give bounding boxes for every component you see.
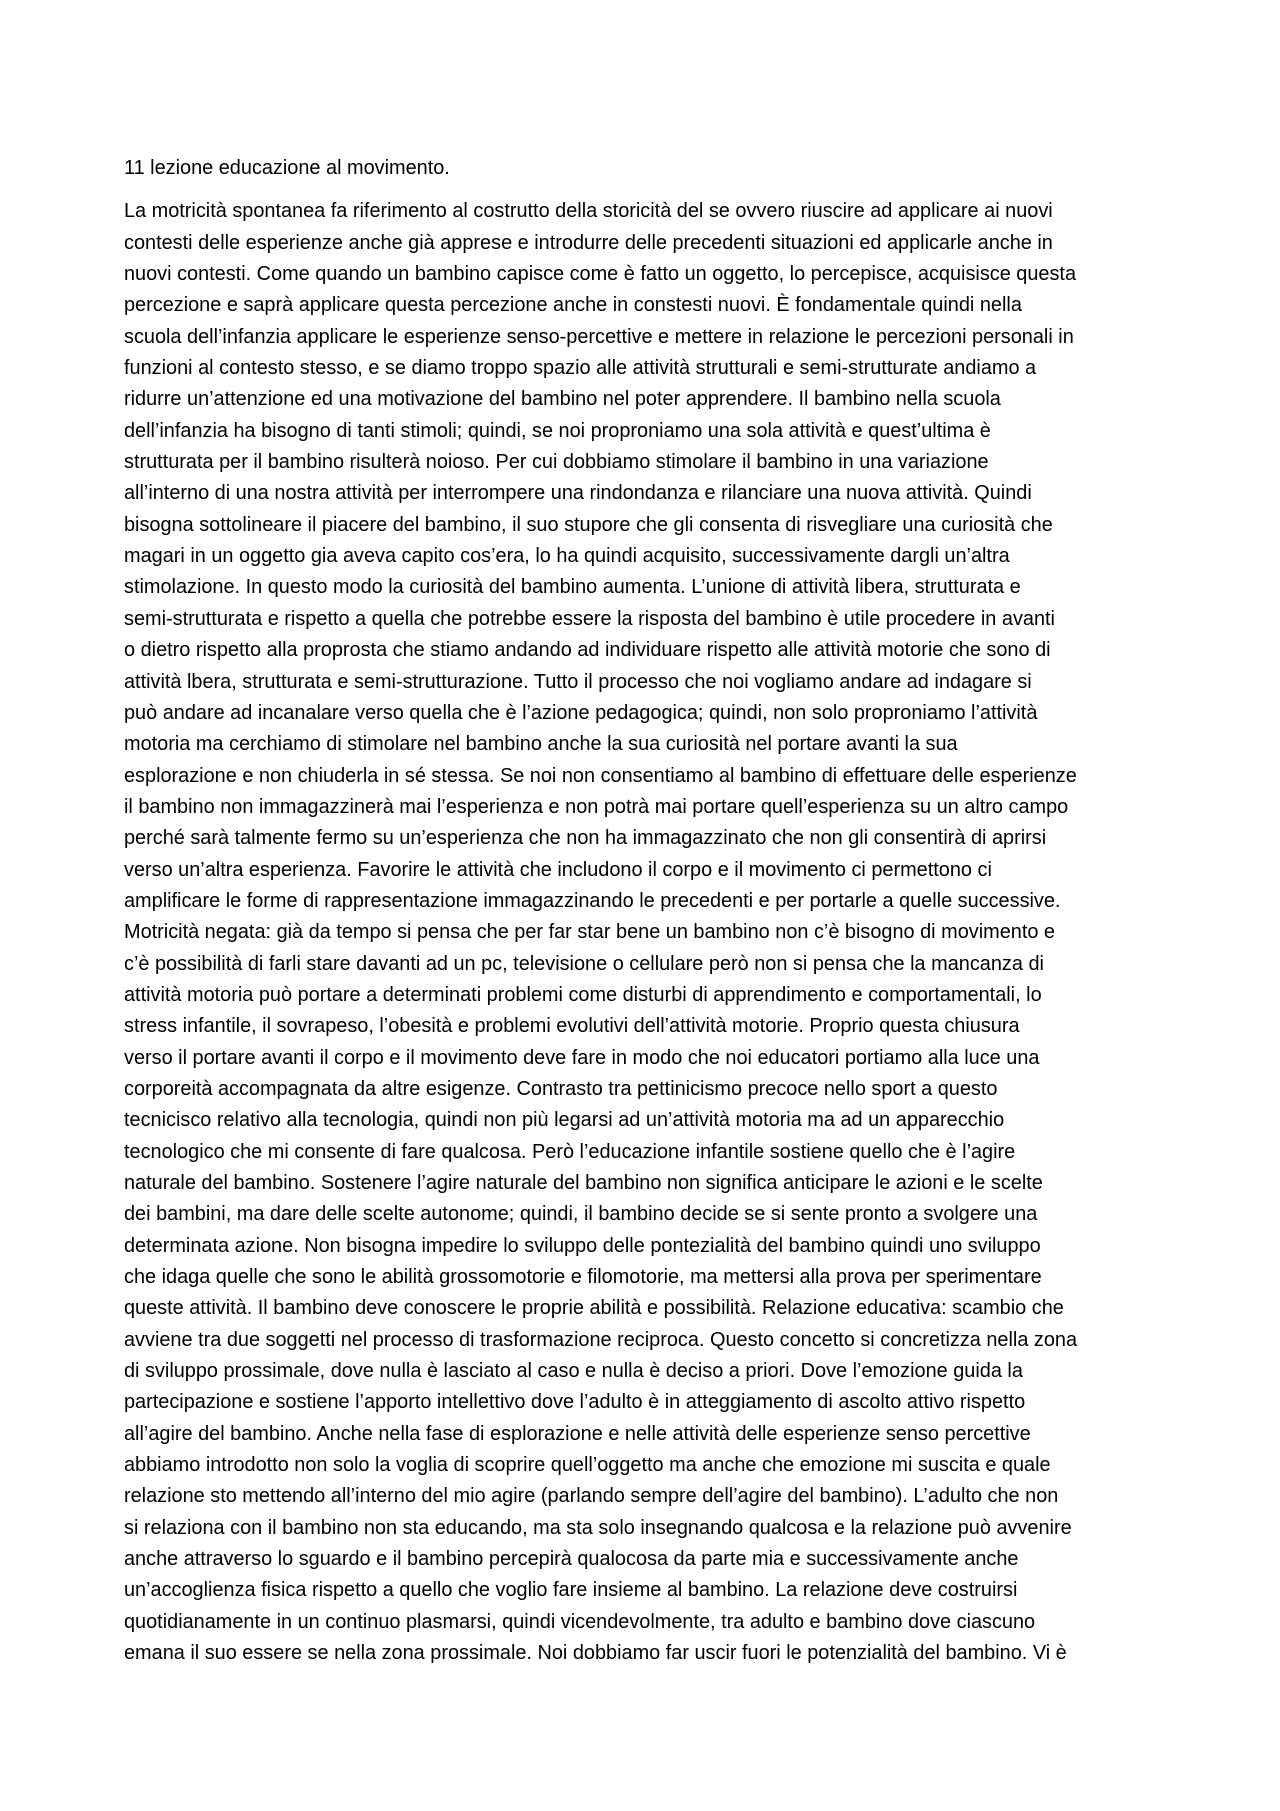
paragraph-line: funzioni al contesto stesso, e se diamo troppo spazio alle attività strutturali e semi-strutturate andiamo a	[124, 357, 1037, 380]
body-paragraph	[124, 196, 1164, 1669]
paragraph-line: all’interno di una nostra attività per interrompere una rindondanza e rilanciare una nuova attività. Quindi	[124, 482, 1032, 505]
paragraph-line: tecnologico che mi consente di fare qualcosa. Però l’educazione infantile sostiene quello che è l’agire	[124, 1140, 1016, 1163]
paragraph-line: stress infantile, il sovrapeso, l’obesità e problemi evolutivi dell’attività motorie. Proprio questa chiusura	[124, 1015, 1020, 1038]
paragraph-line: di sviluppo prossimale, dove nulla è lasciato al caso e nulla è deciso a priori. Dove l’emozione guida la	[124, 1360, 1023, 1383]
paragraph-line: motoria ma cerchiamo di stimolare nel bambino anche la sua curiosità nel portare avanti la sua	[124, 733, 958, 756]
paragraph-line: relazione sto mettendo all’interno del mio agire (parlando sempre dell’agire del bambino). L’adulto che non	[124, 1485, 1059, 1508]
paragraph-line: corporeità accompagnata da altre esigenze. Contrasto tra pettinicismo precoce nello sport a questo	[124, 1077, 998, 1100]
paragraph-line: un’accoglienza fisica rispetto a quello che voglio fare insieme al bambino. La relazione deve costruirsi	[124, 1579, 1018, 1602]
paragraph-line: può andare ad incanalare verso quella che è l’azione pedagogica; quindi, non solo proproniamo l’attività	[124, 701, 1038, 724]
paragraph-line: perché sarà talmente fermo su un’esperienza che non ha immagazzinato che non gli consentirà di aprirsi	[124, 827, 1047, 850]
paragraph-line: contesti delle esperienze anche già apprese e introdurre delle precedenti situazioni ed applicarle anche in	[124, 231, 1053, 254]
paragraph-line: avviene tra due soggetti nel processo di trasformazione reciproca. Questo concetto si concretizza nella zona	[124, 1328, 1078, 1351]
paragraph-line: attività lbera, strutturata e semi-strutturazione. Tutto il processo che noi vogliamo andare ad indagare si	[124, 670, 1032, 693]
paragraph-line: emana il suo essere se nella zona prossimale. Noi dobbiamo far uscir fuori le potenzialità del bambino. Vi è	[124, 1642, 1067, 1665]
paragraph-line: abbiamo introdotto non solo la voglia di scoprire quell’oggetto ma anche che emozione mi suscita e quale	[124, 1454, 1051, 1477]
paragraph-line: esplorazione e non chiuderla in sé stessa. Se noi non consentiamo al bambino di effettuare delle esperienze	[124, 764, 1077, 787]
paragraph-line: La motricità spontanea fa riferimento al costrutto della storicità del se ovvero riuscire ad applicare ai nuovi	[124, 200, 1053, 223]
paragraph-line: queste attività. Il bambino deve conoscere le proprie abilità e possibilità. Relazione educativa: scambio che	[124, 1297, 1064, 1320]
paragraph-line: che idaga quelle che sono le abilità grossomotorie e filomotorie, ma mettersi alla prova per sperimentare	[124, 1266, 1042, 1289]
paragraph-line: bisogna sottolineare il piacere del bambino, il suo stupore che gli consenta di risvegliare una curiosità che	[124, 513, 1053, 536]
paragraph-line: dell’infanzia ha bisogno di tanti stimoli; quindi, se noi proproniamo una sola attività e quest’ultima è	[124, 419, 991, 442]
paragraph-line: nuovi contesti. Come quando un bambino capisce come è fatto un oggetto, lo percepisce, acquisisce questa	[124, 263, 1077, 286]
paragraph-line: all’agire del bambino. Anche nella fase di esplorazione e nelle attività delle esperienze senso percettive	[124, 1422, 1031, 1445]
paragraph-line: verso il portare avanti il corpo e il movimento deve fare in modo che noi educatori portiamo alla luce una	[124, 1046, 1040, 1069]
paragraph-line: verso un’altra esperienza. Favorire le attività che includono il corpo e il movimento ci permettono ci	[124, 858, 992, 881]
paragraph-line: quotidianamente in un continuo plasmarsi, quindi vicendevolmente, tra adulto e bambino dove ciascuno	[124, 1610, 1036, 1633]
paragraph-line: o dietro rispetto alla proprosta che stiamo andando ad individuare rispetto alle attività motorie che sono di	[124, 639, 1051, 662]
paragraph-line: ridurre un’attenzione ed una motivazione del bambino nel poter apprendere. Il bambino nella scuola	[124, 388, 1001, 411]
paragraph-line: dei bambini, ma dare delle scelte autonome; quindi, il bambino decide se si sente pronto a svolgere una	[124, 1203, 1038, 1226]
paragraph-line: anche attraverso lo sguardo e il bambino percepirà qualocosa da parte mia e successivamente anche	[124, 1548, 1019, 1571]
paragraph-line: Motricità negata: già da tempo si pensa che per far star bene un bambino non c’è bisogno di movimento e	[124, 921, 1055, 944]
paragraph-line: scuola dell’infanzia applicare le esperienze senso-percettive e mettere in relazione le percezioni personali in	[124, 325, 1074, 348]
paragraph-line: c’è possibilità di farli stare davanti ad un pc, televisione o cellulare però non si pensa che la mancanza di	[124, 952, 1044, 975]
paragraph-line: strutturata per il bambino risulterà noioso. Per cui dobbiamo stimolare il bambino in una variazione	[124, 451, 989, 474]
paragraph-line: amplificare le forme di rappresentazione immagazzinando le precedenti e per portarle a quelle successive.	[124, 889, 1061, 912]
paragraph-line: si relaziona con il bambino non sta educando, ma sta solo insegnando qualcosa e la relazione può avvenire	[124, 1516, 1072, 1539]
paragraph-line: percezione e saprà applicare questa percezione anche in constesti nuovi. È fondamentale quindi nella	[124, 294, 1022, 317]
paragraph-line: tecnicisco relativo alla tecnologia, quindi non più legarsi ad un’attività motoria ma ad un apparecchio	[124, 1109, 1005, 1132]
document-body	[124, 153, 1164, 1670]
paragraph-line: stimolazione. In questo modo la curiosità del bambino aumenta. L’unione di attività libera, strutturata e	[124, 576, 1021, 599]
paragraph-line: il bambino non immagazzinerà mai l’esperienza e non potrà mai portare quell’esperienza su un altro campo	[124, 795, 1069, 818]
paragraph-line: semi-strutturata e rispetto a quella che potrebbe essere la risposta del bambino è utile procedere in avanti	[124, 607, 1055, 630]
document-title: 11 lezione educazione al movimento.	[124, 157, 450, 179]
paragraph-line: magari in un oggetto gia aveva capito cos’era, lo ha quindi acquisito, successivamente dargli un’altra	[124, 545, 1010, 568]
paragraph-line: naturale del bambino. Sostenere l’agire naturale del bambino non significa anticipare le azioni e le scelte	[124, 1172, 1043, 1194]
paragraph-line: attività motoria può portare a determinati problemi come disturbi di apprendimento e comportamentali, lo	[124, 983, 1042, 1006]
paragraph-line: determinata azione. Non bisogna impedire lo sviluppo delle pontezialità del bambino quindi uno sviluppo	[124, 1234, 1041, 1257]
paragraph-line: partecipazione e sostiene l’apporto intellettivo dove l’adulto è in atteggiamento di ascolto attivo rispetto	[124, 1391, 1026, 1414]
